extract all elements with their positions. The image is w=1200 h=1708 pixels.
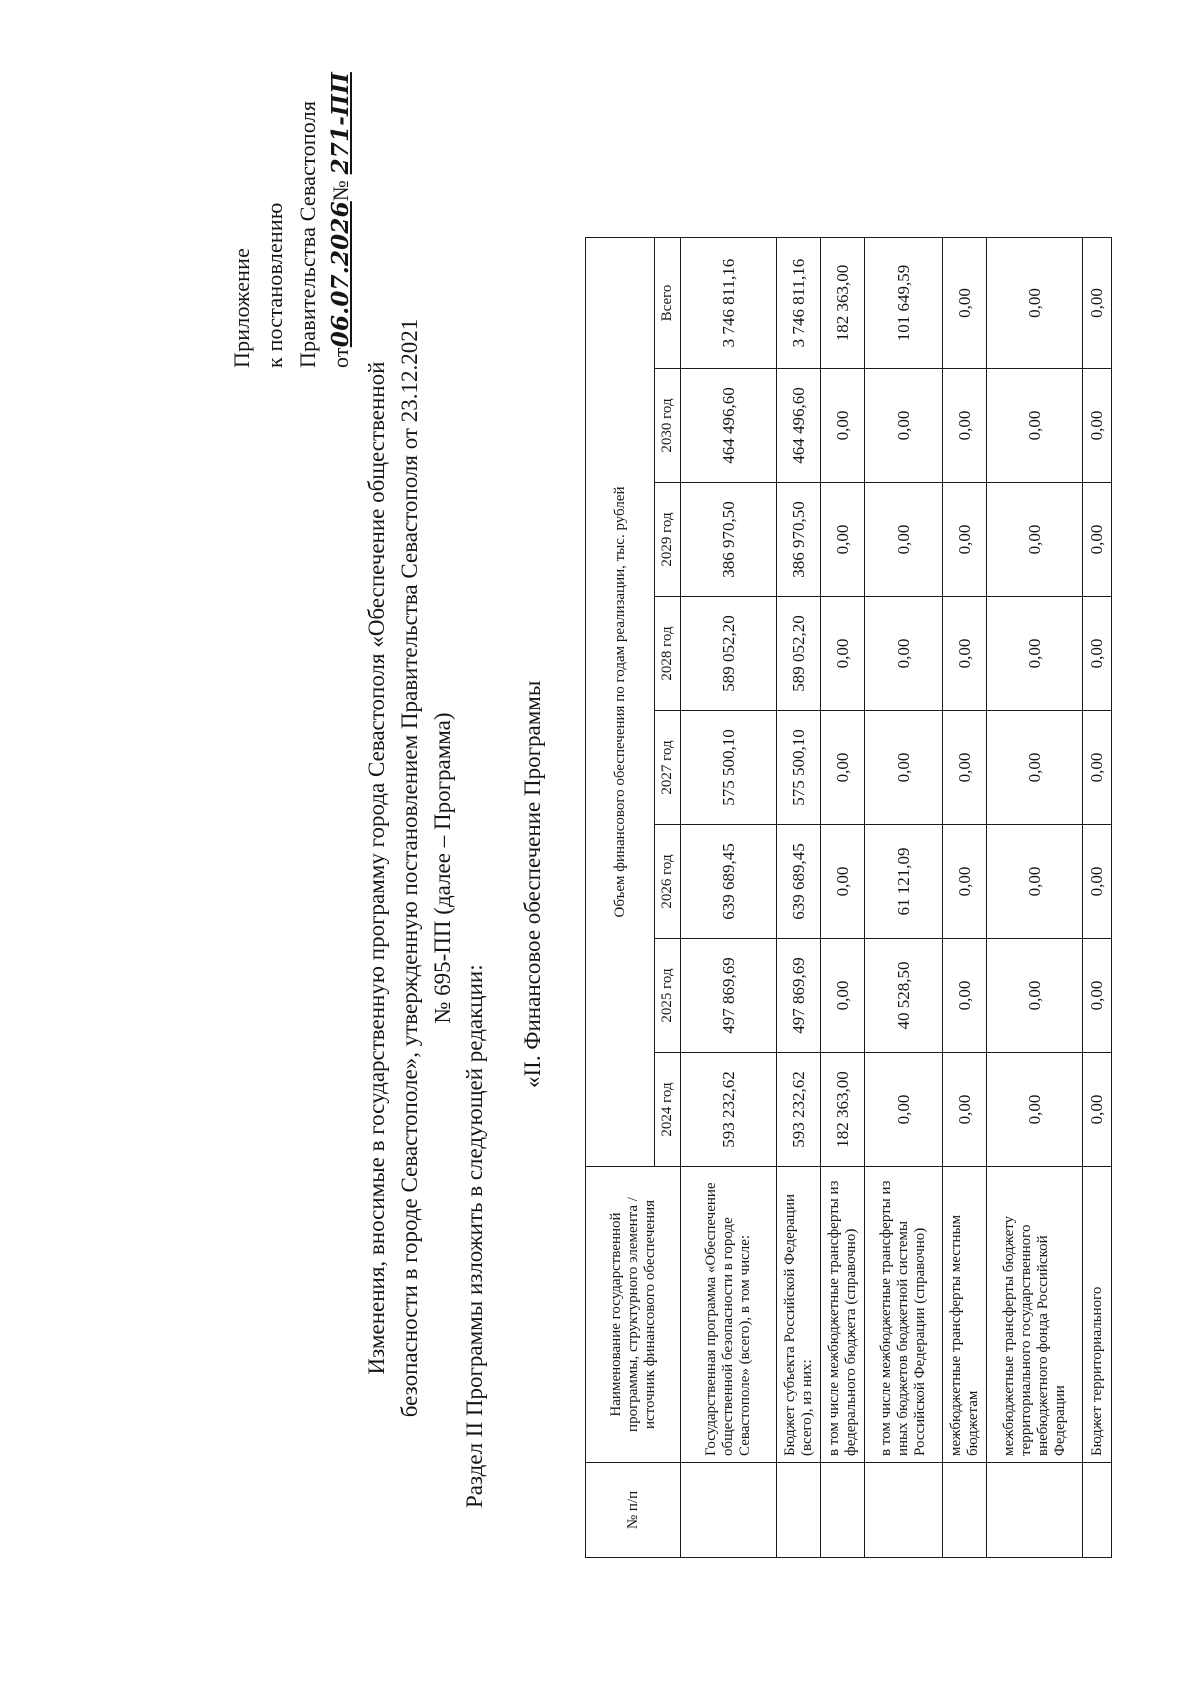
row-num [987, 1463, 1083, 1558]
table-row [777, 238, 821, 1558]
cell-value: 386 970,50 [777, 483, 821, 597]
cell-value: 0,00 [943, 711, 987, 825]
header-year: 2030 год [655, 369, 681, 483]
cell-value: 61 121,09 [865, 825, 943, 939]
header-year: 2027 год [655, 711, 681, 825]
section-title: «II. Финансовое обеспечение Программы [520, 680, 545, 1088]
cell-value: 0,00 [943, 369, 987, 483]
cell-value: 0,00 [987, 369, 1083, 483]
cell-value: 0,00 [821, 369, 865, 483]
cell-value: 0,00 [1083, 369, 1112, 483]
header-year: 2025 год [655, 939, 681, 1053]
cell-value: 0,00 [865, 597, 943, 711]
cell-value: 0,00 [987, 939, 1083, 1053]
table-row [987, 238, 1083, 1558]
cell-value: 0,00 [1083, 939, 1112, 1053]
table-row [865, 238, 943, 1558]
handwritten-number: 271-ПП [327, 72, 354, 175]
cell-value: 0,00 [943, 939, 987, 1053]
cell-value: 497 869,69 [777, 939, 821, 1053]
heading-line-1: Изменения, вносимые в государственную программу города Севастополя «Обеспечение общественной [364, 361, 389, 1375]
section-intro: Раздел II Программы изложить в следующей редакции: [462, 964, 487, 1508]
cell-value: 0,00 [943, 597, 987, 711]
cell-value: 575 500,10 [777, 711, 821, 825]
row-num [777, 1463, 821, 1558]
header-year: 2024 год [655, 1053, 681, 1167]
document-heading [360, 208, 459, 1528]
cell-value: 0,00 [821, 711, 865, 825]
cell-value: 386 970,50 [681, 483, 777, 597]
row-num [681, 1463, 777, 1558]
handwritten-date: 06.07.2026 [327, 201, 354, 348]
row-num [821, 1463, 865, 1558]
cell-value: 464 496,60 [777, 369, 821, 483]
cell-total: 0,00 [987, 238, 1083, 369]
row-name: межбюджетные трансферты местным бюджетам [943, 1167, 987, 1463]
cell-value: 0,00 [1083, 711, 1112, 825]
cell-value: 40 528,50 [865, 939, 943, 1053]
header-num: № п/п [586, 1463, 681, 1558]
date-prefix: от [328, 347, 353, 368]
table-row [943, 238, 987, 1558]
appendix-line-3: Правительства Севастополя [295, 100, 320, 368]
cell-value: 0,00 [1083, 483, 1112, 597]
table-row [681, 238, 777, 1558]
header-name: Наименование государственной программы, структурного элемента / источник финансового обеспечения [586, 1167, 681, 1463]
heading-line-3: № 695-ПП (далее – Программа) [430, 712, 455, 1024]
cell-value: 0,00 [987, 711, 1083, 825]
cell-value: 0,00 [987, 825, 1083, 939]
cell-value: 0,00 [865, 483, 943, 597]
cell-value: 589 052,20 [777, 597, 821, 711]
table-row [1083, 238, 1112, 1558]
row-num [865, 1463, 943, 1558]
cell-value: 0,00 [865, 1053, 943, 1167]
cell-value: 464 496,60 [681, 369, 777, 483]
cell-value: 0,00 [1083, 1053, 1112, 1167]
cell-value: 593 232,62 [681, 1053, 777, 1167]
cell-value: 0,00 [943, 483, 987, 597]
row-name: в том числе межбюджетные трансферты из иных бюджетов бюджетной системы Российской Федерации (справочно) [865, 1167, 943, 1463]
appendix-line-2: к постановлению [262, 202, 287, 368]
cell-total: 3 746 811,16 [777, 238, 821, 369]
cell-value: 639 689,45 [777, 825, 821, 939]
cell-value: 0,00 [1083, 825, 1112, 939]
cell-value: 0,00 [821, 939, 865, 1053]
cell-value: 593 232,62 [777, 1053, 821, 1167]
cell-value: 0,00 [987, 1053, 1083, 1167]
row-name: в том числе межбюджетные трансферты из федерального бюджета (справочно) [821, 1167, 865, 1463]
cell-value: 0,00 [821, 597, 865, 711]
cell-value: 0,00 [987, 597, 1083, 711]
cell-total: 0,00 [1083, 238, 1112, 369]
appendix-block [225, 8, 357, 368]
cell-total: 101 649,59 [865, 238, 943, 369]
cell-value: 575 500,10 [681, 711, 777, 825]
header-year: 2026 год [655, 825, 681, 939]
row-num [1083, 1463, 1112, 1558]
cell-value: 497 869,69 [681, 939, 777, 1053]
row-name: Государственная программа «Обеспечение общественной безопасности в городе Севастополе» (всего), в том числе: [681, 1167, 777, 1463]
number-prefix: № [328, 180, 353, 202]
appendix-date-line [324, 8, 357, 368]
heading-line-2: безопасности в городе Севастополе», утвержденную постановлением Правительства Севастополя от 23.12.2021 [397, 318, 422, 1418]
cell-total: 0,00 [943, 238, 987, 369]
cell-value: 0,00 [821, 825, 865, 939]
appendix-line-1: Приложение [229, 247, 254, 368]
header-year: 2028 год [655, 597, 681, 711]
row-num [943, 1463, 987, 1558]
financing-table [585, 237, 1112, 1558]
cell-value: 0,00 [943, 825, 987, 939]
row-name: межбюджетные трансферты бюджету территориального государственного внебюджетного фонда Российской Федерации [987, 1167, 1083, 1463]
cell-value: 0,00 [987, 483, 1083, 597]
row-name: Бюджет территориального [1083, 1167, 1112, 1463]
cell-total: 182 363,00 [821, 238, 865, 369]
table-header-row [586, 238, 655, 1558]
cell-value: 0,00 [943, 1053, 987, 1167]
cell-value: 639 689,45 [681, 825, 777, 939]
cell-value: 0,00 [865, 711, 943, 825]
cell-value: 182 363,00 [821, 1053, 865, 1167]
row-name: Бюджет субъекта Российской Федерации (всего), из них: [777, 1167, 821, 1463]
header-total: Всего [655, 238, 681, 369]
cell-value: 0,00 [865, 369, 943, 483]
cell-total: 3 746 811,16 [681, 238, 777, 369]
cell-value: 0,00 [1083, 597, 1112, 711]
cell-value: 589 052,20 [681, 597, 777, 711]
header-year: 2029 год [655, 483, 681, 597]
table-row [821, 238, 865, 1558]
header-volume: Объем финансового обеспечения по годам реализации, тыс. рублей [586, 238, 655, 1167]
cell-value: 0,00 [821, 483, 865, 597]
